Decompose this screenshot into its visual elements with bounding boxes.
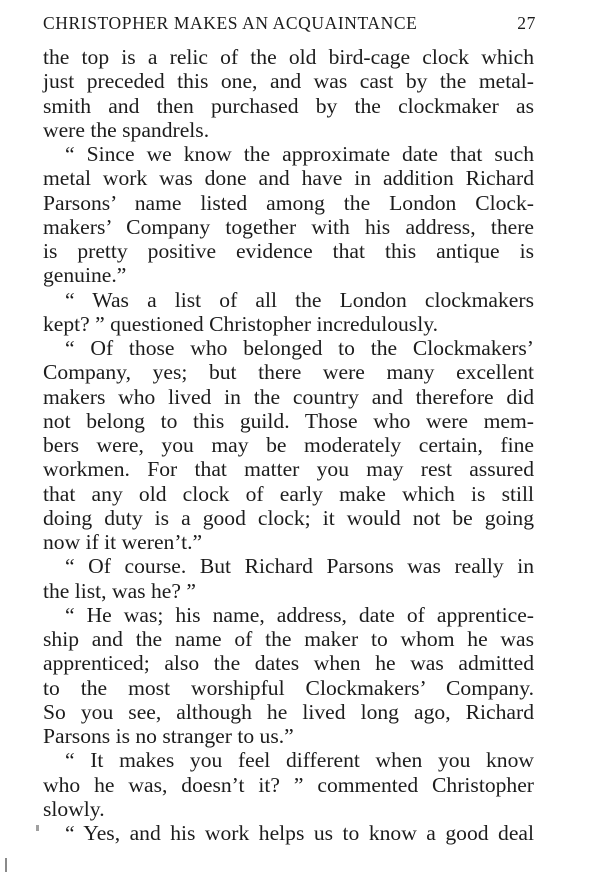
text-line: who he was, doesn’t it? ” commented Christopher [43,772,534,797]
text-line: Parsons is no stranger to us.” [43,724,294,748]
text-line: apprenticed; also the dates when he was admitted [43,651,534,676]
margin-speck [36,825,39,831]
text-line: were the spandrels. [43,117,210,142]
text-line: to the most worshipful Clockmakers’ Company. [43,675,534,700]
page-number: 27 [517,13,536,33]
text-line: doing duty is a good clock; it would not be going [43,505,534,530]
text-line: just preceded this one, and was cast by the metal- [43,69,534,94]
text-line: the top is a relic of the old bird-cage clock which [43,45,534,69]
text-line: “ It makes you feel different when you know [65,748,534,773]
text-line: “ Was a list of all the London clockmakers [65,287,534,312]
text-line: Parsons’ name listed among the London Clock- [43,190,534,215]
text-line: “ Yes, and his work helps us to know a good deal [65,821,534,845]
body-text [43,45,534,845]
text-line: “ Of course. But Richard Parsons was really in [65,554,534,579]
text-line: makers’ Company together with his address, there [43,214,534,239]
text-line: slowly. [43,796,105,821]
text-line: is pretty positive evidence that this antique is [43,239,534,263]
text-line: ship and the name of the maker to whom he was [43,627,534,651]
margin-speck [5,858,7,872]
text-line: “ Since we know the approximate date that such [65,142,534,166]
text-line: “ Of those who belonged to the Clockmakers’ [65,336,534,360]
text-line: So you see, although he lived long ago, Richard [43,699,534,724]
text-line: metal work was done and have in addition Richard [43,166,534,191]
running-head [43,12,536,34]
text-line: Company, yes; but there were many excellent [43,360,534,385]
text-line: makers who lived in the country and therefore did [43,384,534,409]
text-line: “ He was; his name, address, date of apprentice- [65,602,534,627]
text-line: now if it weren’t.” [43,530,203,554]
text-line: not belong to this guild. Those who were mem- [43,408,534,433]
text-line: smith and then purchased by the clockmaker as [43,93,534,118]
text-line: kept? ” questioned Christopher incredulously. [43,311,438,336]
running-title: CHRISTOPHER MAKES AN ACQUAINTANCE [43,13,418,33]
text-line: the list, was he? ” [43,578,196,603]
text-line: workmen. For that matter you may rest assured [43,457,534,482]
text-line: genuine.” [43,263,127,288]
text-line: that any old clock of early make which is still [43,481,534,506]
text-line: bers were, you may be moderately certain, fine [43,433,534,457]
